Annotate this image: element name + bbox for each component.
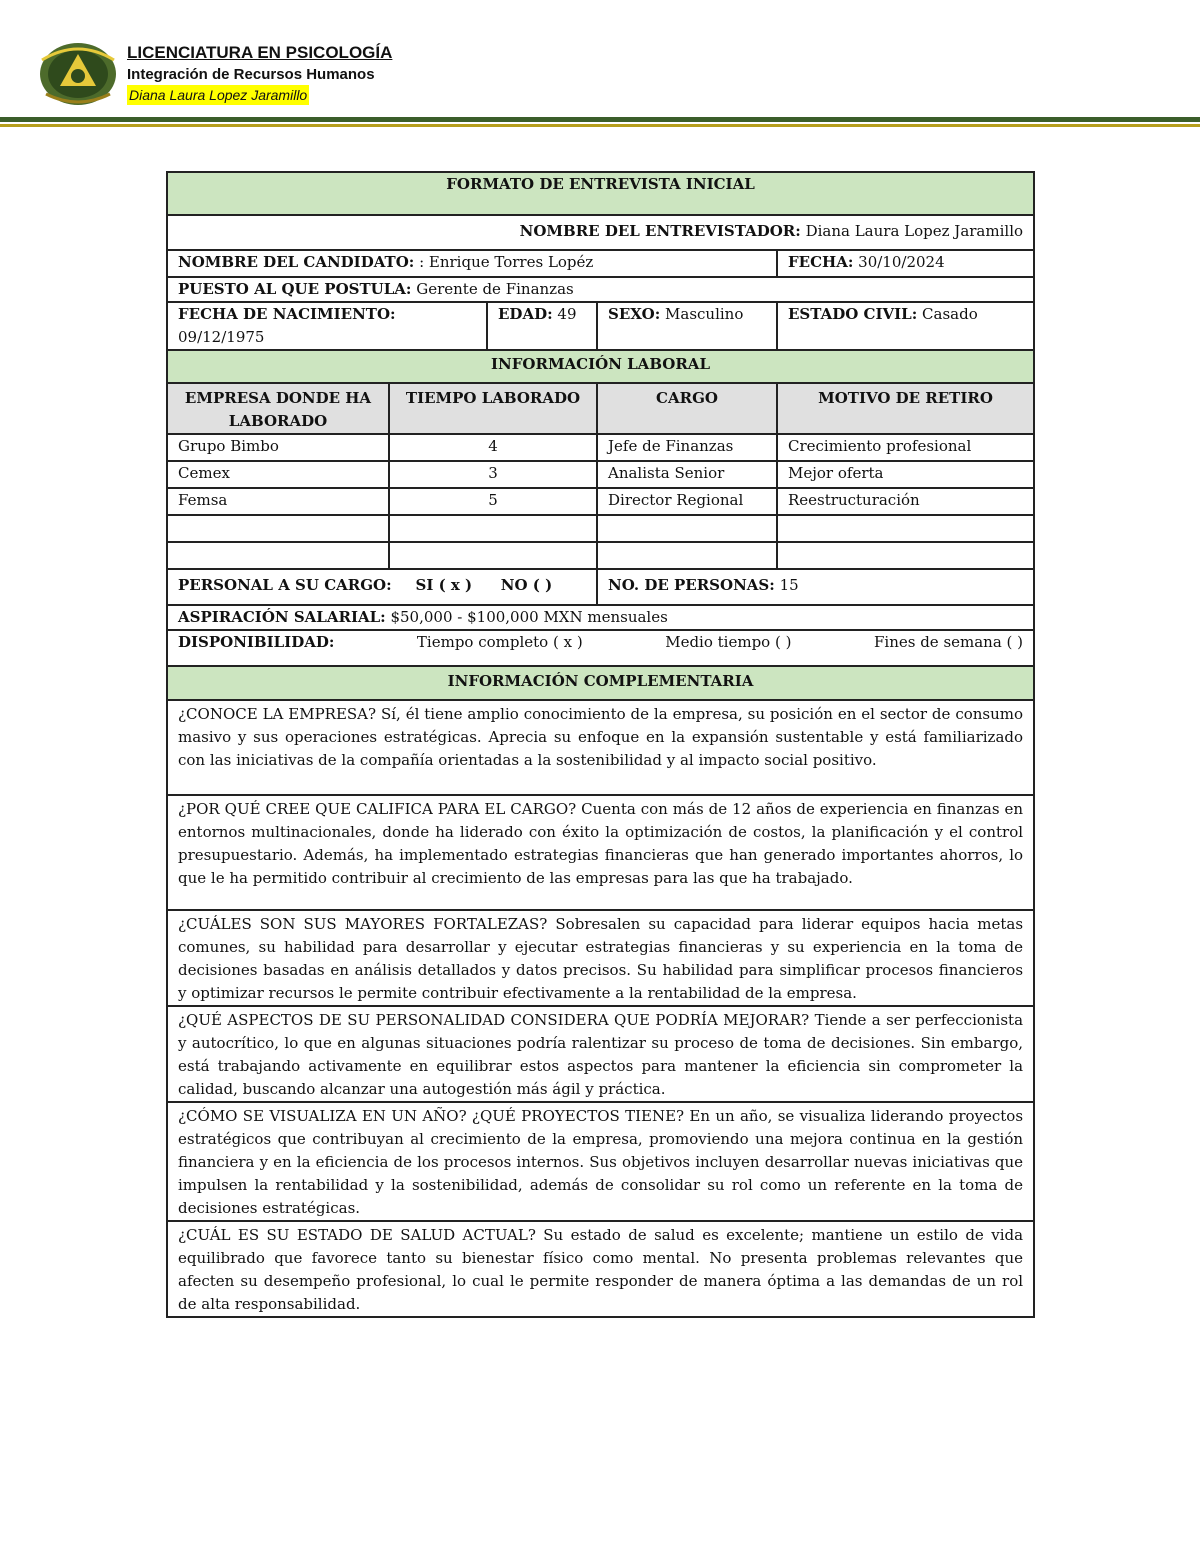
date-cell (777, 250, 1034, 277)
sex-label: SEXO: (608, 305, 661, 323)
age-value: 49 (557, 305, 577, 323)
position-cell (167, 277, 1034, 302)
work-header-time: TIEMPO LABORADO (389, 383, 597, 434)
program-title: LICENCIATURA EN PSICOLOGÍA (127, 43, 393, 62)
sex-cell (597, 302, 777, 350)
date-label: FECHA: (788, 253, 854, 271)
availability-full-checkbox[interactable]: Tiempo completo ( x ) (416, 633, 583, 651)
question-improve: ¿QUÉ ASPECTOS DE SU PERSONALIDAD CONSIDERA QUE PODRÍA MEJORAR? Tiende a ser perfeccionista y autocrítico, lo que en algunas situaciones podría ralentizar su proceso de toma de decisiones. Sin embargo, está trabajando activamente en equilibrar estos aspectos para mantener la eficiencia sin comprometer la calidad, buscando alcanzar una autogestión más ágil y práctica. (167, 1006, 1034, 1102)
age-label: EDAD: (498, 305, 553, 323)
student-name: Diana Laura Lopez Jaramillo (129, 87, 308, 103)
work-header-company: EMPRESA DONDE HA LABORADO (167, 383, 389, 434)
staff-cell (167, 569, 597, 605)
empty-cell (389, 515, 597, 542)
work-reason: Mejor oferta (777, 461, 1034, 488)
work-company: Femsa (167, 488, 389, 515)
work-role: Director Regional (597, 488, 777, 515)
work-section-title: INFORMACIÓN LABORAL (167, 350, 1034, 383)
header-rule-green (0, 117, 1200, 122)
candidate-value: : Enrique Torres Lopéz (419, 253, 594, 271)
availability-label: DISPONIBILIDAD: (178, 633, 335, 651)
question-strengths: ¿CUÁLES SON SUS MAYORES FORTALEZAS? Sobresalen su capacidad para liderar equipos hacia metas comunes, su habilidad para desarrollar y ejecutar estrategias financieras y su experiencia en la toma de decisiones basadas en análisis detallados y datos precisos. Su habilidad para simplificar procesos financieros y optimizar recursos le permite contribuir efectivamente a la rentabilidad de la empresa. (167, 910, 1034, 1006)
work-role: Jefe de Finanzas (597, 434, 777, 461)
table-row-empty (167, 542, 1034, 569)
date-value: 30/10/2024 (858, 253, 945, 271)
staff-yes-checkbox[interactable]: SI ( x ) (415, 576, 473, 594)
work-time: 3 (389, 461, 597, 488)
work-reason: Reestructuración (777, 488, 1034, 515)
question-knows-company: ¿CONOCE LA EMPRESA? Sí, él tiene amplio conocimiento de la empresa, su posición en el sector de consumo masivo y sus operaciones estratégicas. Aprecia su enfoque en la expansión sustentable y está familiarizado con las iniciativas de la compañía orientadas a la sostenibilidad y al impacto social positivo. (167, 700, 1034, 795)
empty-cell (167, 515, 389, 542)
interviewer-row (167, 215, 1034, 250)
staff-label: PERSONAL A SU CARGO: (178, 576, 392, 594)
table-row (167, 488, 1034, 515)
table-row-empty (167, 515, 1034, 542)
question-one-year: ¿CÓMO SE VISUALIZA EN UN AÑO? ¿QUÉ PROYECTOS TIENE? En un año, se visualiza liderando proyectos estratégicos que contribuyan al crecimiento de la empresa, promoviendo una mejora continua en la gestión financiera y en la eficiencia de los procesos internos. Sus objetivos incluyen desarrollar nuevas iniciativas que impulsen la rentabilidad y la sostenibilidad, además de consolidar su rol como un referente en la toma de decisiones estratégicas. (167, 1102, 1034, 1221)
candidate-label: NOMBRE DEL CANDIDATO: (178, 253, 415, 271)
birth-cell (167, 302, 487, 350)
header-rule-gold (0, 124, 1200, 127)
civil-label: ESTADO CIVIL: (788, 305, 918, 323)
university-seal-icon (38, 38, 118, 108)
empty-cell (777, 515, 1034, 542)
birth-value: 09/12/1975 (178, 328, 265, 346)
empty-cell (777, 542, 1034, 569)
age-cell (487, 302, 597, 350)
work-reason: Crecimiento profesional (777, 434, 1034, 461)
empty-cell (389, 542, 597, 569)
salary-cell (167, 605, 1034, 630)
work-time: 4 (389, 434, 597, 461)
salary-label: ASPIRACIÓN SALARIAL: (178, 608, 386, 626)
document-header (127, 42, 392, 105)
staff-count-cell (597, 569, 1034, 605)
position-value: Gerente de Finanzas (416, 280, 574, 298)
work-role: Analista Senior (597, 461, 777, 488)
interview-form (166, 171, 1035, 1318)
work-header-role: CARGO (597, 383, 777, 434)
availability-cell (167, 630, 1034, 666)
form-title: FORMATO DE ENTREVISTA INICIAL (167, 172, 1034, 215)
work-header-reason: MOTIVO DE RETIRO (777, 383, 1034, 434)
sex-value: Masculino (665, 305, 744, 323)
course-title: Integración de Recursos Humanos (127, 66, 375, 83)
empty-cell (597, 542, 777, 569)
salary-value: $50,000 - $100,000 MXN mensuales (390, 608, 668, 626)
table-row (167, 434, 1034, 461)
birth-label: FECHA DE NACIMIENTO: (178, 305, 396, 323)
empty-cell (597, 515, 777, 542)
work-company: Cemex (167, 461, 389, 488)
position-label: PUESTO AL QUE POSTULA: (178, 280, 412, 298)
staff-count-label: NO. DE PERSONAS: (608, 576, 775, 594)
work-company: Grupo Bimbo (167, 434, 389, 461)
availability-weekend-checkbox[interactable]: Fines de semana ( ) (873, 633, 1024, 651)
table-row (167, 461, 1034, 488)
civil-cell (777, 302, 1034, 350)
staff-count-value: 15 (779, 576, 799, 594)
work-time: 5 (389, 488, 597, 515)
interviewer-value: Diana Laura Lopez Jaramillo (805, 222, 1024, 240)
interviewer-label: NOMBRE DEL ENTREVISTADOR: (519, 222, 801, 240)
staff-no-checkbox[interactable]: NO ( ) (500, 576, 553, 594)
question-qualifies: ¿POR QUÉ CREE QUE CALIFICA PARA EL CARGO? Cuenta con más de 12 años de experiencia en finanzas en entornos multinacionales, donde ha liderado con éxito la optimización de costos, la planificación y el control presupuestario. Además, ha implementado estrategias financieras que han generado importantes ahorros, lo que le ha permitido contribuir al crecimiento de las empresas para las que ha trabajado. (167, 795, 1034, 910)
availability-half-checkbox[interactable]: Medio tiempo ( ) (665, 633, 792, 651)
question-health: ¿CUÁL ES SU ESTADO DE SALUD ACTUAL? Su estado de salud es excelente; mantiene un estilo de vida equilibrado que favorece tanto su bienestar físico como mental. No presenta problemas relevantes que afecten su desempeño profesional, lo cual le permite responder de manera óptima a las demandas de un rol de alta responsabilidad. (167, 1221, 1034, 1317)
empty-cell (167, 542, 389, 569)
complement-section-title: INFORMACIÓN COMPLEMENTARIA (167, 666, 1034, 700)
candidate-cell (167, 250, 777, 277)
civil-value: Casado (922, 305, 978, 323)
